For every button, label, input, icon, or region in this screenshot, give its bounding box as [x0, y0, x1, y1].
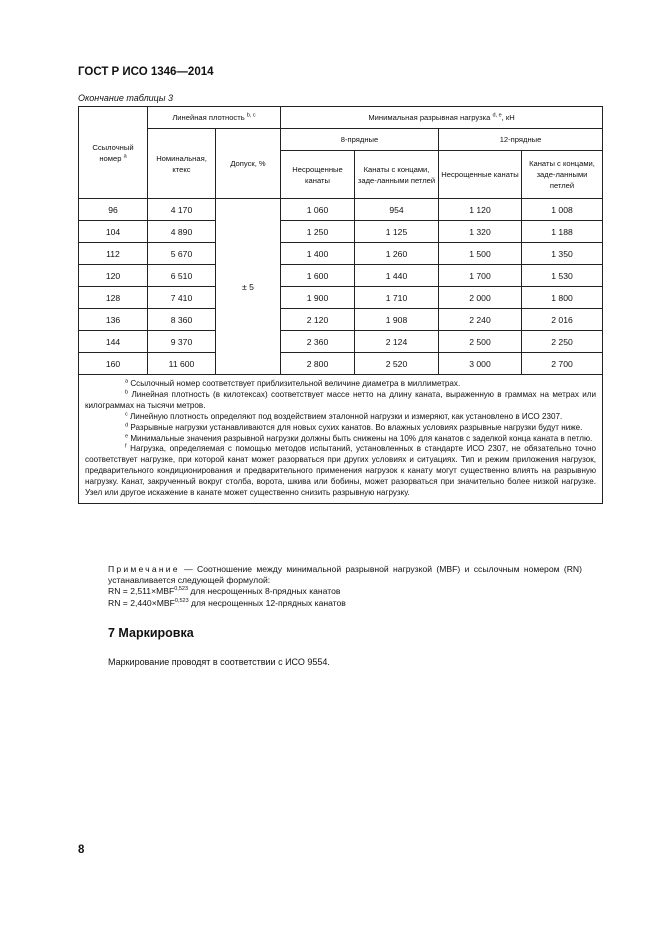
- note-text: — Соотношение между минимальной разрывной нагрузкой (MBF) и ссылочным номером (RN) устанавливается следующей формулой:: [108, 564, 582, 585]
- cell-12-unspliced: 3 000: [439, 353, 522, 375]
- cell-12-eye: 2 250: [522, 331, 603, 353]
- header-nominal: Номинальная, ктекс: [148, 129, 216, 199]
- footnote: $^c$ Линейную плотность определяют под воздействием эталонной нагрузки и измеряют, как установлено в ИСО 2307.: [125, 411, 563, 421]
- cell-nominal: 4 890: [148, 221, 216, 243]
- formula-note: [108, 564, 582, 586]
- cell-8-eye: 1 908: [355, 309, 439, 331]
- page-number: 8: [78, 844, 85, 856]
- table-caption: Окончание таблицы 3: [78, 93, 173, 103]
- cell-8-eye: 1 440: [355, 265, 439, 287]
- table-row: [79, 287, 603, 309]
- formula-8-strand: RN = 2,511×MBF$^{0,523}$ для несрощенных 8-прядных канатов: [108, 586, 341, 596]
- header-ref-number: Ссылочный номер $^a$: [79, 107, 148, 199]
- cell-12-eye: 1 530: [522, 265, 603, 287]
- table-row: [79, 309, 603, 331]
- header-12-strand: 12-прядные: [439, 129, 603, 151]
- header-tolerance: Допуск, %: [216, 129, 281, 199]
- cell-12-eye: 2 700: [522, 353, 603, 375]
- cell-8-unspliced: 1 400: [281, 243, 355, 265]
- cell-8-unspliced: 2 360: [281, 331, 355, 353]
- cell-12-unspliced: 1 500: [439, 243, 522, 265]
- cell-tolerance: ± 5: [216, 199, 281, 375]
- cell-8-unspliced: 1 250: [281, 221, 355, 243]
- cell-8-eye: 2 520: [355, 353, 439, 375]
- cell-ref: 136: [79, 309, 148, 331]
- cell-8-eye: 954: [355, 199, 439, 221]
- cell-8-unspliced: 1 060: [281, 199, 355, 221]
- cell-12-eye: 1 350: [522, 243, 603, 265]
- footnote: $^d$ Разрывные нагрузки устанавливаются для новых сухих канатов. Во влажных условиях разрывные нагрузки будут ниже.: [125, 421, 583, 432]
- header-12-unspliced: Несрощенные канаты: [439, 151, 522, 199]
- cell-12-unspliced: 1 320: [439, 221, 522, 243]
- cell-nominal: 7 410: [148, 287, 216, 309]
- cell-nominal: 8 360: [148, 309, 216, 331]
- cell-nominal: 9 370: [148, 331, 216, 353]
- table-row: [79, 199, 603, 221]
- cell-8-unspliced: 1 600: [281, 265, 355, 287]
- table-container: [78, 106, 597, 504]
- cell-12-eye: 2 016: [522, 309, 603, 331]
- footnote: $^b$ Линейная плотность (в килотексах) соответствует массе нетто на длину каната, выраженную в граммах на метрах или килограммах на тысячи метров.: [85, 389, 597, 410]
- footnote: $^a$ Ссылочный номер соответствует приблизительной величине диаметра в миллиметрах.: [125, 378, 461, 388]
- cell-8-unspliced: 2 800: [281, 353, 355, 375]
- section-text: Маркирование проводят в соответствии с ИСО 9554.: [108, 657, 330, 667]
- header-8-unspliced: Несрощенные канаты: [281, 151, 355, 199]
- header-linear-density: Линейная плотность $^{b, c}$: [148, 107, 281, 129]
- note-label: Примечание: [108, 564, 180, 574]
- table-row: [79, 353, 603, 375]
- breaking-load-table: [78, 106, 603, 504]
- cell-nominal: 5 670: [148, 243, 216, 265]
- cell-ref: 144: [79, 331, 148, 353]
- cell-12-unspliced: 2 240: [439, 309, 522, 331]
- footnote-mark: b, c: [246, 112, 256, 119]
- cell-ref: 128: [79, 287, 148, 309]
- table-row: [79, 265, 603, 287]
- cell-8-eye: 1 260: [355, 243, 439, 265]
- cell-nominal: 4 170: [148, 199, 216, 221]
- section-title: 7 Маркировка: [108, 626, 194, 640]
- cell-ref: 160: [79, 353, 148, 375]
- cell-12-unspliced: 1 120: [439, 199, 522, 221]
- formula-exponent: 0,523: [174, 586, 188, 593]
- cell-8-eye: 1 125: [355, 221, 439, 243]
- header-8-strand: 8-прядные: [281, 129, 439, 151]
- table-footnotes: [79, 375, 603, 504]
- document-header: ГОСТ Р ИСО 1346—2014: [78, 66, 214, 78]
- footnote-mark: a: [123, 152, 127, 159]
- table-row: [79, 331, 603, 353]
- cell-nominal: 6 510: [148, 265, 216, 287]
- footnote: $^f$ Нагрузка, определяемая с помощью методов испытаний, установленных в стандарте ИСО 2307, не обязательно точно соответствует нагрузке, при которой канат может разорваться при других условиях и ситуациях. Тип и режим приложения нагрузок, предварительного кондиционирования и предварительного применения нагрузок к канату могут существенно влиять на разрывную нагрузку. Канат, закрученный вокруг столба, ворота, шкива или бобины, может разорваться при значительно более низкой нагрузке. Узел или другое искажение в канате может существенно снизить разрывную нагрузку.: [85, 443, 597, 498]
- cell-12-unspliced: 2 000: [439, 287, 522, 309]
- formula-12-strand: RN = 2,440×MBF$^{0,523}$ для несрощенных 12-прядных канатов: [108, 598, 346, 608]
- cell-nominal: 11 600: [148, 353, 216, 375]
- cell-ref: 120: [79, 265, 148, 287]
- table-row: [79, 221, 603, 243]
- cell-12-unspliced: 2 500: [439, 331, 522, 353]
- cell-12-eye: 1 800: [522, 287, 603, 309]
- cell-ref: 96: [79, 199, 148, 221]
- cell-ref: 112: [79, 243, 148, 265]
- cell-8-eye: 1 710: [355, 287, 439, 309]
- header-8-eye-spliced: Канаты с концами, заде-ланными петлей: [355, 151, 439, 199]
- footnote: $^e$ Минимальные значения разрывной нагрузки должны быть снижены на 10% для канатов с заделкой конца каната в петлю.: [125, 432, 593, 443]
- cell-8-unspliced: 1 900: [281, 287, 355, 309]
- footnote-mark: d, e: [492, 112, 502, 119]
- cell-8-unspliced: 2 120: [281, 309, 355, 331]
- header-min-breaking-load: Минимальная разрывная нагрузка $^{d, e}$, кН: [281, 107, 603, 129]
- cell-12-eye: 1 188: [522, 221, 603, 243]
- cell-12-unspliced: 1 700: [439, 265, 522, 287]
- formula-exponent: 0,523: [174, 598, 189, 605]
- cell-12-eye: 1 008: [522, 199, 603, 221]
- header-12-eye-spliced: Канаты с концами, заде-ланными петлей: [522, 151, 603, 199]
- cell-ref: 104: [79, 221, 148, 243]
- cell-8-eye: 2 124: [355, 331, 439, 353]
- table-row: [79, 243, 603, 265]
